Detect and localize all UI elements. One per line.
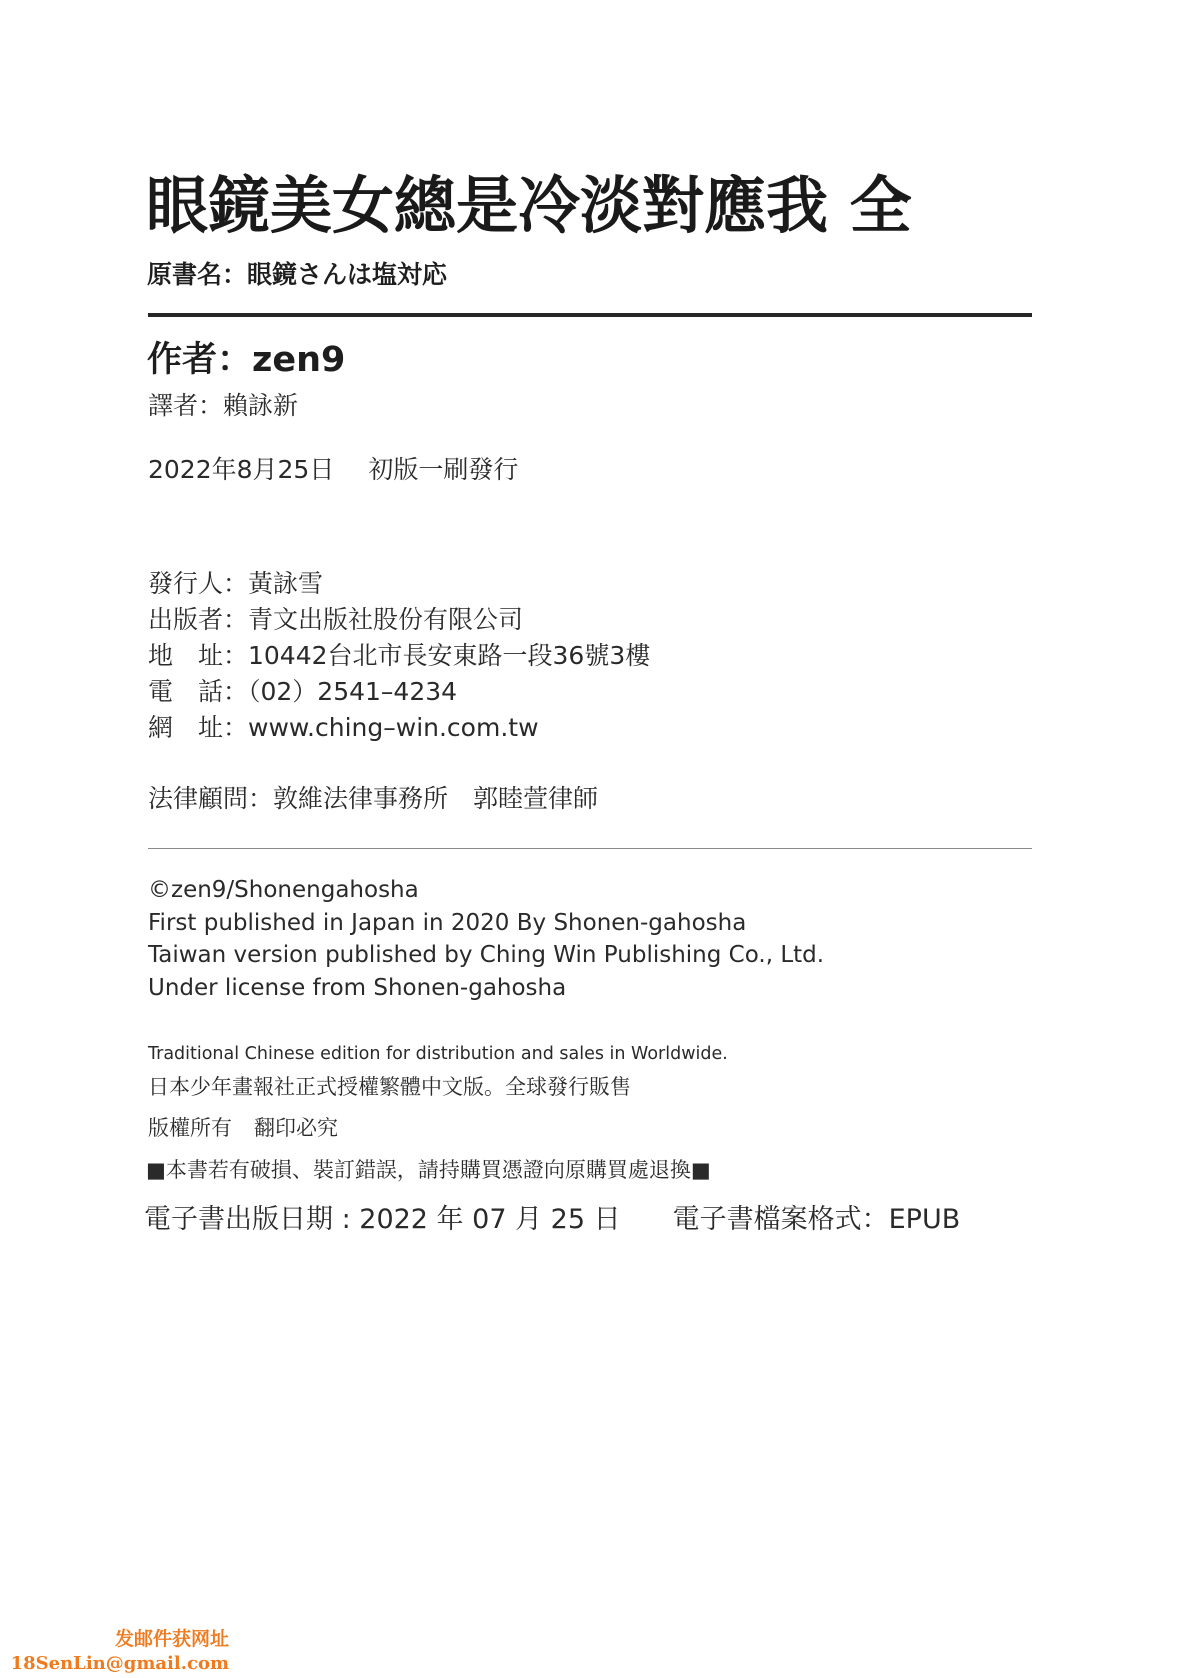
- watermark-email: 18SenLin@gmail.com: [10, 1653, 229, 1674]
- watermark: [0, 1626, 229, 1676]
- copyright-line: Under license from Shonen-gahosha: [148, 974, 567, 1001]
- address: 地 址：10442台北市長安東路一段36號3樓: [148, 641, 651, 670]
- rights-reserved: [148, 1113, 338, 1143]
- rights-right: 翻印必究: [254, 1116, 338, 1140]
- phone: 電 話：（02）2541–4234: [148, 677, 458, 706]
- copyright-block: [148, 874, 824, 1004]
- section-divider: [148, 848, 1032, 849]
- rights-left: 版權所有: [148, 1116, 232, 1140]
- book-title: 眼鏡美女總是冷淡對應我 全: [146, 169, 912, 242]
- ebook-publish-date: 電子書出版日期 : 2022 年 07 月 25 日: [144, 1204, 621, 1235]
- publisher: 出版者：青文出版社股份有限公司: [148, 605, 524, 634]
- publisher-info: [148, 566, 650, 746]
- original-title: 原書名：眼鏡さんは塩対応: [147, 260, 448, 289]
- edition-date: 2022年8月25日: [148, 455, 335, 484]
- edition-line: [148, 453, 518, 487]
- copyright-line: ©zen9/Shonengahosha: [148, 877, 419, 903]
- ebook-info: [144, 1202, 960, 1238]
- legal-advisor: 法律顧問：敦維法律事務所 郭睦萱律師: [148, 784, 599, 813]
- copyright-line: Taiwan version published by Ching Win Publishing Co., Ltd.: [148, 942, 825, 968]
- edition-printing: 初版一刷發行: [368, 455, 519, 484]
- author: 作者：zen9: [147, 340, 346, 380]
- distribution-chinese: 日本少年畫報社正式授權繁體中文版。全球發行販售: [148, 1075, 631, 1099]
- damage-notice: ■本書若有破損、裝訂錯誤，請持購買憑證向原購買處退換■: [146, 1158, 711, 1182]
- translator: 譯者：賴詠新: [148, 391, 299, 420]
- title-divider: [148, 313, 1032, 317]
- distribution-english: Traditional Chinese edition for distribution and sales in Worldwide.: [148, 1044, 728, 1064]
- website: 網 址：www.ching–win.com.tw: [148, 713, 539, 742]
- watermark-line-1: 发邮件获网址: [114, 1628, 229, 1650]
- ebook-format: 電子書檔案格式：EPUB: [672, 1204, 961, 1235]
- copyright-line: First published in Japan in 2020 By Shonen-gahosha: [148, 909, 747, 936]
- issuer: 發行人：黃詠雪: [148, 569, 324, 598]
